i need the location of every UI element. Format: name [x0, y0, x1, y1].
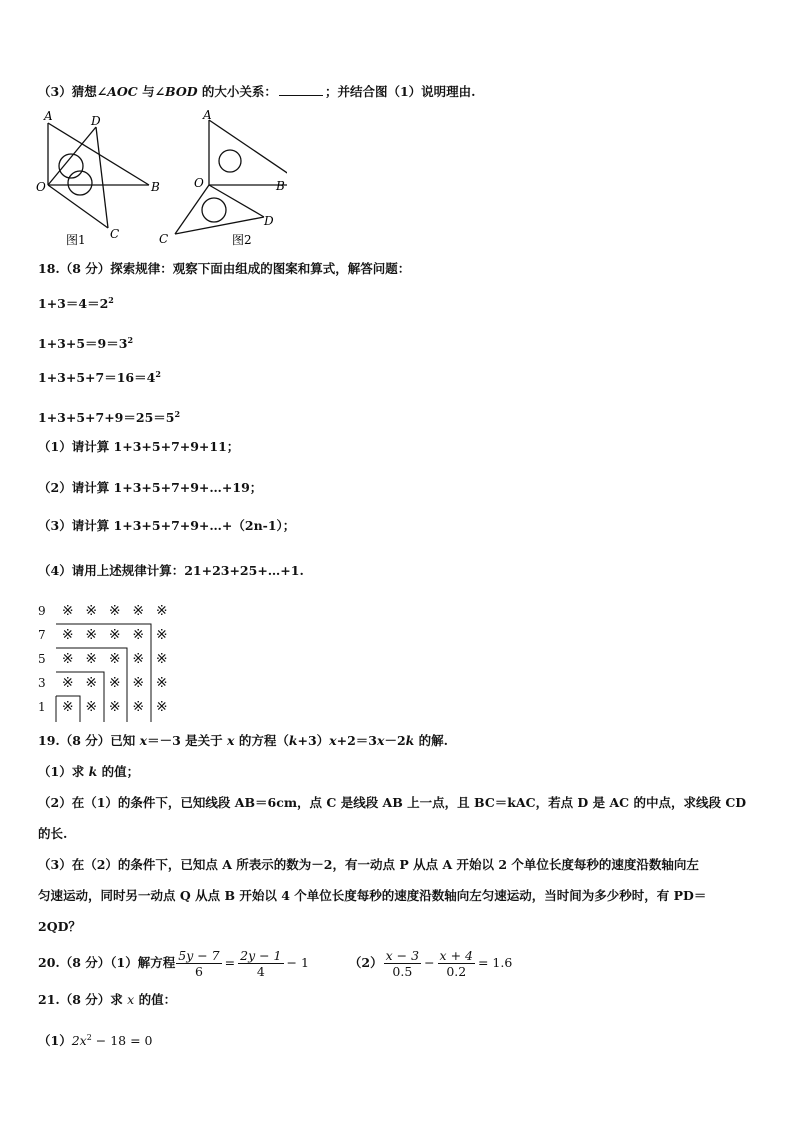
- pattern-symbol: ※: [155, 603, 168, 619]
- q20-fraction-2: $\frac{2y - 1}{4}$: [240, 947, 282, 979]
- pattern-symbol: ※: [61, 603, 74, 619]
- q18-eq2: $1+3+5=9=3^2$: [38, 335, 134, 352]
- pattern-symbol: ※: [61, 699, 74, 715]
- q19-line2: （1）求 k 的值；: [38, 764, 140, 779]
- pattern-symbol: ※: [85, 627, 98, 643]
- pattern-row-label: 7: [38, 628, 46, 642]
- answer-blank[interactable]: [279, 83, 323, 96]
- pattern-symbol: ※: [132, 675, 145, 691]
- fig1-caption: 图1: [66, 233, 86, 247]
- q19-line4: 的长.: [38, 826, 68, 841]
- q19-line6: 匀速运动，同时另一动点 Q 从点 B 开始以 4 个单位长度每秒的速度沿数轴向左匀速运动，当时间为多少秒时，有 PD＝: [38, 888, 707, 903]
- pattern-row-label: 1: [38, 700, 46, 714]
- q21-heading: 21.（8 分）求 x 的值：: [38, 992, 177, 1007]
- fig1-label-o: O: [36, 180, 46, 194]
- q18-eq4: $1+3+5+7+9=25=5^2$: [38, 409, 181, 426]
- pattern-symbol: ※: [108, 699, 121, 715]
- q20-fraction-1: $\frac{5y - 7}{6}$: [178, 947, 220, 979]
- fig1-label-c: C: [110, 227, 120, 241]
- fig2-label-o: O: [194, 176, 204, 190]
- fig1-label-d: D: [91, 114, 101, 128]
- pattern-symbol: ※: [85, 651, 98, 667]
- fig2-label-c: C: [159, 232, 169, 246]
- fig1-label-a: A: [44, 109, 53, 123]
- pattern-symbol: ※: [85, 675, 98, 691]
- pattern-symbol: ※: [132, 699, 145, 715]
- fig1-label-b: B: [151, 180, 160, 194]
- q18-part2: （2）请计算 1+3+5+7+9+…+19；: [38, 480, 263, 495]
- pattern-symbol: ※: [108, 651, 121, 667]
- q19-line7: 2QD？: [38, 919, 81, 934]
- fig2-caption: 图2: [232, 233, 252, 247]
- q19-line3: （2）在（1）的条件下，已知线段 AB＝6cm，点 C 是线段 AB 上一点，且 BC＝kAC，若点 D 是 AC 的中点，求线段 CD: [38, 795, 747, 810]
- q20-fraction-3: $\frac{x - 3}{0.5}$: [385, 947, 420, 979]
- q18-heading: 18.（8 分）探索规律：观察下面由组成的图案和算式，解答问题：: [38, 261, 411, 276]
- q18-part4: （4）请用上述规律计算：21+23+25+…+1.: [38, 563, 304, 578]
- pattern-symbol: ※: [61, 627, 74, 643]
- pattern-symbol: ※: [108, 627, 121, 643]
- pattern-symbol: ※: [61, 651, 74, 667]
- pattern-symbol: ※: [85, 699, 98, 715]
- pattern-symbol: ※: [155, 627, 168, 643]
- fig2-label-a: A: [203, 108, 212, 122]
- fig2-label-b: B: [276, 179, 285, 193]
- pattern-symbol: ※: [155, 699, 168, 715]
- q20-fraction-4: $\frac{x + 4}{0.2}$: [439, 947, 473, 979]
- q18-part3: （3）请计算 1+3+5+7+9+…+（2n-1）；: [38, 518, 296, 533]
- figure-1: [32, 106, 167, 248]
- pattern-row-label: 3: [38, 676, 46, 690]
- q18-part1: （1）请计算 1+3+5+7+9+11；: [38, 439, 240, 454]
- angle-bod: ∠BOD: [154, 84, 198, 99]
- pattern-symbol: ※: [108, 675, 121, 691]
- pattern-symbol: ※: [108, 603, 121, 619]
- fig2-label-d: D: [264, 214, 274, 228]
- q18-eq1: $1+3=4=2^2$: [38, 295, 114, 312]
- pattern-symbol: ※: [85, 603, 98, 619]
- pattern-symbol: ※: [132, 603, 145, 619]
- pattern-symbol: ※: [155, 675, 168, 691]
- q21-part1: $(1)2x^2 - 18 = 0$: [38, 1033, 153, 1049]
- angle-aoc: ∠AOC: [96, 84, 138, 99]
- q20-line: 20.（8 分）（1）解方程 $\frac{5y - 7}{6}$ = $\frac{2y - 1}{4}$ − 1 （2） $\frac{x - 3}{0.5}$ − $\frac{x + 4}{0.2}$ = 1.6: [38, 947, 513, 979]
- pattern-row-label: 5: [38, 652, 46, 666]
- pattern-symbol: ※: [155, 651, 168, 667]
- q19-line5: （3）在（2）的条件下，已知点 A 所表示的数为－2，有一动点 P 从点 A 开始以 2 个单位长度每秒的速度沿数轴向左: [38, 857, 699, 872]
- q17-part3-line: （3）猜想∠AOC 与∠BOD 的大小关系： ；并结合图（1）说明理由.: [38, 84, 476, 99]
- pattern-symbol: ※: [132, 627, 145, 643]
- pattern-symbol: ※: [61, 675, 74, 691]
- figure-2: [152, 106, 287, 248]
- pattern-symbol: ※: [132, 651, 145, 667]
- pattern-grid-lines: [38, 600, 188, 725]
- q19-line1: 19.（8 分）已知 x＝－3 是关于 x 的方程（k+3）x+2＝3x－2k 的解.: [38, 733, 449, 748]
- pattern-row-label: 9: [38, 604, 46, 618]
- q18-eq3: $1+3+5+7=16=4^2$: [38, 369, 161, 386]
